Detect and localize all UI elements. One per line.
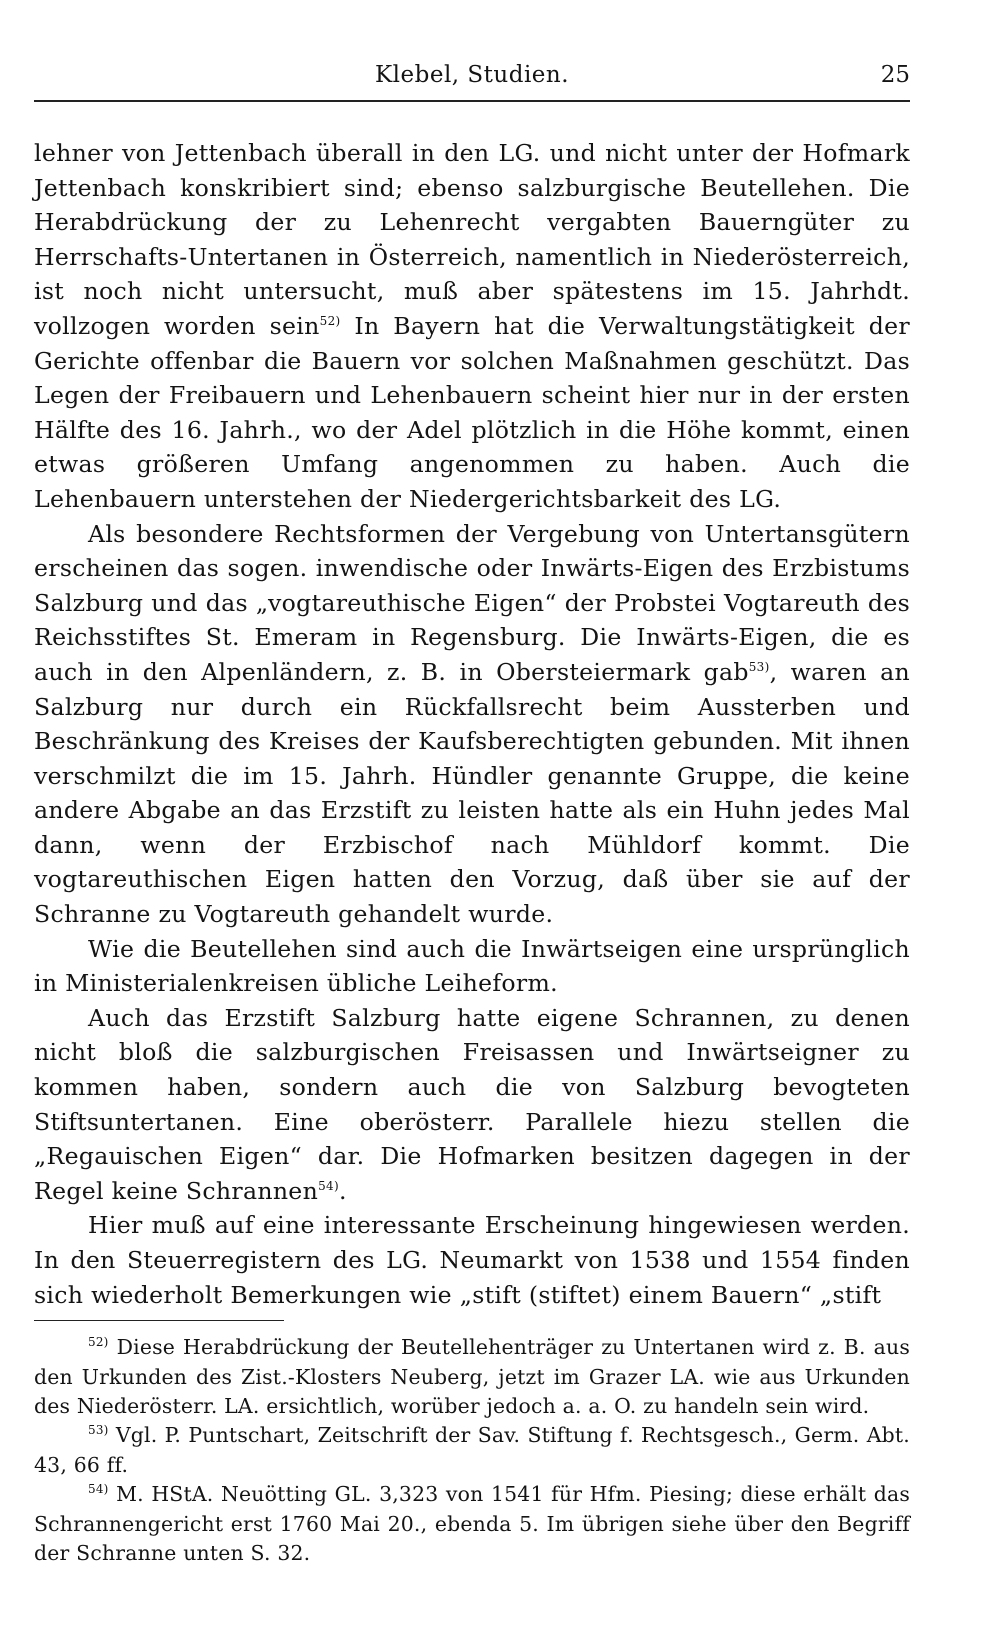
footnote-text: M. HStA. Neuötting GL. 3,323 von 1541 für Hfm. Piesing; diese erhält das Schrannengericht erst 1760 Mai 20., ebenda 5. Im übrigen siehe über den Begriff der Schranne unten S. 32. xyxy=(34,1482,910,1566)
paragraph-1 xyxy=(34,136,910,517)
paragraph-1-text: lehner von Jettenbach überall in den LG. und nicht unter der Hofmark Jettenbach konskribiert sind; ebenso salzburgische Beutellehen. Die Herabdrückung der zu Lehenrecht vergabten Bauerngüter zu Herrschafts-Untertanen in Österreich, namentlich in Niederösterreich, ist noch nicht untersucht, muß aber spätestens im 15. Jahrhdt. vollzogen worden sein xyxy=(34,139,910,340)
paragraph-4-text: Auch das Erzstift Salzburg hatte eigene Schrannen, zu denen nicht bloß die salzburgischen Freisassen und Inwärtseigner zu kommen haben, sondern auch die von Salzburg bevogteten Stiftsuntertanen. Eine oberösterr. Parallele hiezu stellen die „Regauischen Eigen“ dar. Die Hofmarken besitzen dagegen in der Regel keine Schrannen xyxy=(34,1003,910,1205)
page-number: 25 xyxy=(880,62,910,88)
header-rule xyxy=(34,100,910,102)
footnote-ref-52: 52) xyxy=(319,314,341,329)
paragraph-2-text: Als besondere Rechtsformen der Vergebung von Untertansgütern erscheinen das sogen. inwendische oder Inwärts-Eigen des Erzbistums Salzburg und das „vogtareuthische Eigen“ der Probstei Vogtareuth des Reichsstiftes St. Emeram in Regensburg. Die Inwärts-Eigen, die es auch in den Alpenländern, z. B. in Obersteiermark gab xyxy=(34,519,910,686)
footnote-mark: 54) xyxy=(88,1482,109,1497)
footnote-ref-54: 54) xyxy=(318,1178,339,1193)
paragraph-4 xyxy=(34,1001,910,1209)
footnote-mark: 52) xyxy=(88,1335,109,1350)
page-header xyxy=(34,60,910,100)
footnote-52 xyxy=(34,1333,910,1421)
body-text xyxy=(34,136,910,1312)
footnote-ref-53: 53) xyxy=(748,660,770,675)
paragraph-2 xyxy=(34,517,910,932)
paragraph-4-text-cont: . xyxy=(338,1176,347,1205)
paragraph-5: Hier muß auf eine interessante Erscheinung hingewiesen werden. In den Steuerregistern des LG. Neumarkt von 1538 und 1554 finden sich wiederholt Bemerkungen wie „stift (stiftet) einem Bauern“ „stift xyxy=(34,1211,910,1309)
footnote-mark: 53) xyxy=(88,1423,109,1438)
footnote-54 xyxy=(34,1480,910,1568)
footnote-text: Diese Herabdrückung der Beutellehenträger zu Untertanen wird z. B. aus den Urkunden des Zist.-Klosters Neuberg, jetzt im Grazer LA. wie aus Urkunden des Niederösterr. LA. ersichtlich, worüber jedoch a. a. O. zu handeln sein wird. xyxy=(34,1335,910,1418)
footnotes xyxy=(34,1333,910,1568)
footnote-53 xyxy=(34,1421,910,1480)
footnote-rule xyxy=(34,1320,284,1321)
running-title: Klebel, Studien. xyxy=(374,62,570,88)
paragraph-2-text-cont: , waren an Salzburg nur durch ein Rückfallsrecht beim Aussterben und Beschränkung des Kreises der Kaufsberechtigten gebunden. Mit ihnen verschmilzt die im 15. Jahrh. Hündler genannte Gruppe, die keine andere Abgabe an das Erzstift zu leisten hatte als ein Huhn jedes Mal dann, wenn der Erzbischof nach Mühldorf kommt. Die vogtareuthischen Eigen hatten den Vorzug, daß über sie auf der Schranne zu Vogtareuth gehandelt wurde. xyxy=(34,657,910,929)
paragraph-1-text-cont: In Bayern hat die Verwaltungstätigkeit der Gerichte offenbar die Bauern vor solchen Maßnahmen geschützt. Das Legen der Freibauern und Lehenbauern scheint hier nur in der ersten Hälfte des 16. Jahrh., wo der Adel plötzlich in die Höhe kommt, einen etwas größeren Umfang angenommen zu haben. Auch die Lehenbauern unterstehen der Niedergerichtsbarkeit des LG. xyxy=(34,311,910,513)
paragraph-3: Wie die Beutellehen sind auch die Inwärtseigen eine ursprünglich in Ministerialenkreisen übliche Leiheform. xyxy=(34,934,910,998)
footnote-text: Vgl. P. Puntschart, Zeitschrift der Sav. Stiftung f. Rechtsgesch., Germ. Abt. 43, 66 ff. xyxy=(34,1423,910,1477)
